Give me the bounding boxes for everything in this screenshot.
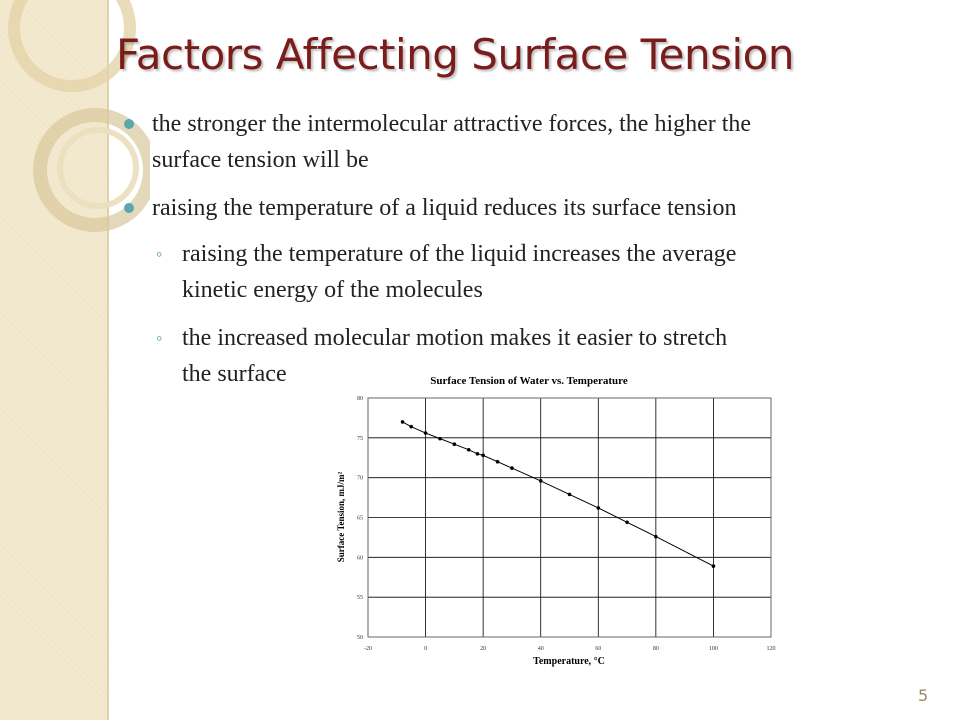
data-point [496,460,500,464]
data-point [409,425,413,429]
bullet-1-line-2: surface tension will be [152,147,369,173]
data-point [539,479,543,483]
bullet-2-line-1: raising the temperature of a liquid reduces its surface tension [152,195,737,221]
data-point [510,466,514,470]
data-point [476,452,480,456]
sub-bullet-marker: ◦ [156,328,163,348]
data-point [654,535,658,539]
x-tick-label: 20 [480,646,487,652]
data-point [453,442,457,446]
y-tick-label: 65 [357,515,363,522]
y-tick-label: 75 [357,435,363,442]
x-tick-label: 40 [537,646,544,652]
slide-title: Factors Affecting Surface Tension [116,30,794,79]
y-tick-label: 60 [357,555,363,562]
sub-bullet-2-line-2: the surface [182,361,287,387]
sub-bullet-1 [182,236,902,308]
data-point [625,520,629,524]
x-tick-label: 0 [424,646,428,652]
bullet-1 [152,106,922,178]
sub-bullet-1-line-1: raising the temperature of the liquid increases the average [182,241,737,267]
x-tick-label: 120 [766,646,776,652]
bullet-marker [124,119,134,129]
bullet-1-line-1: the stronger the intermolecular attractive forces, the higher the [152,111,752,137]
chart-title: Surface Tension of Water vs. Temperature [430,375,628,387]
chart-background [330,368,780,668]
x-tick-label: 80 [652,646,659,652]
y-tick-label: 55 [357,595,363,602]
surface-tension-chart [330,368,780,668]
y-tick-label: 50 [357,635,363,641]
data-point [438,437,442,441]
x-axis-label: Temperature, °C [533,656,605,667]
data-point [596,506,600,510]
sub-bullet-marker: ◦ [156,244,163,264]
y-tick-label: 70 [357,475,363,482]
page-number: 5 [918,686,929,705]
x-tick-label: 100 [708,646,718,652]
x-tick-label: -20 [364,646,372,652]
x-tick-label: 60 [595,646,602,652]
data-point [712,564,716,568]
data-point [481,454,485,458]
data-point [424,431,428,435]
sub-bullet-1-line-2: kinetic energy of the molecules [182,277,483,303]
y-tick-label: 80 [357,396,363,402]
bullet-marker [124,203,134,213]
bullet-2 [152,190,922,226]
y-axis-label: Surface Tension, mJ/m² [336,471,346,563]
data-point [467,448,471,452]
data-point [568,493,572,497]
sub-bullet-2-line-1: the increased molecular motion makes it easier to stretch [182,325,728,351]
data-point [401,420,405,424]
